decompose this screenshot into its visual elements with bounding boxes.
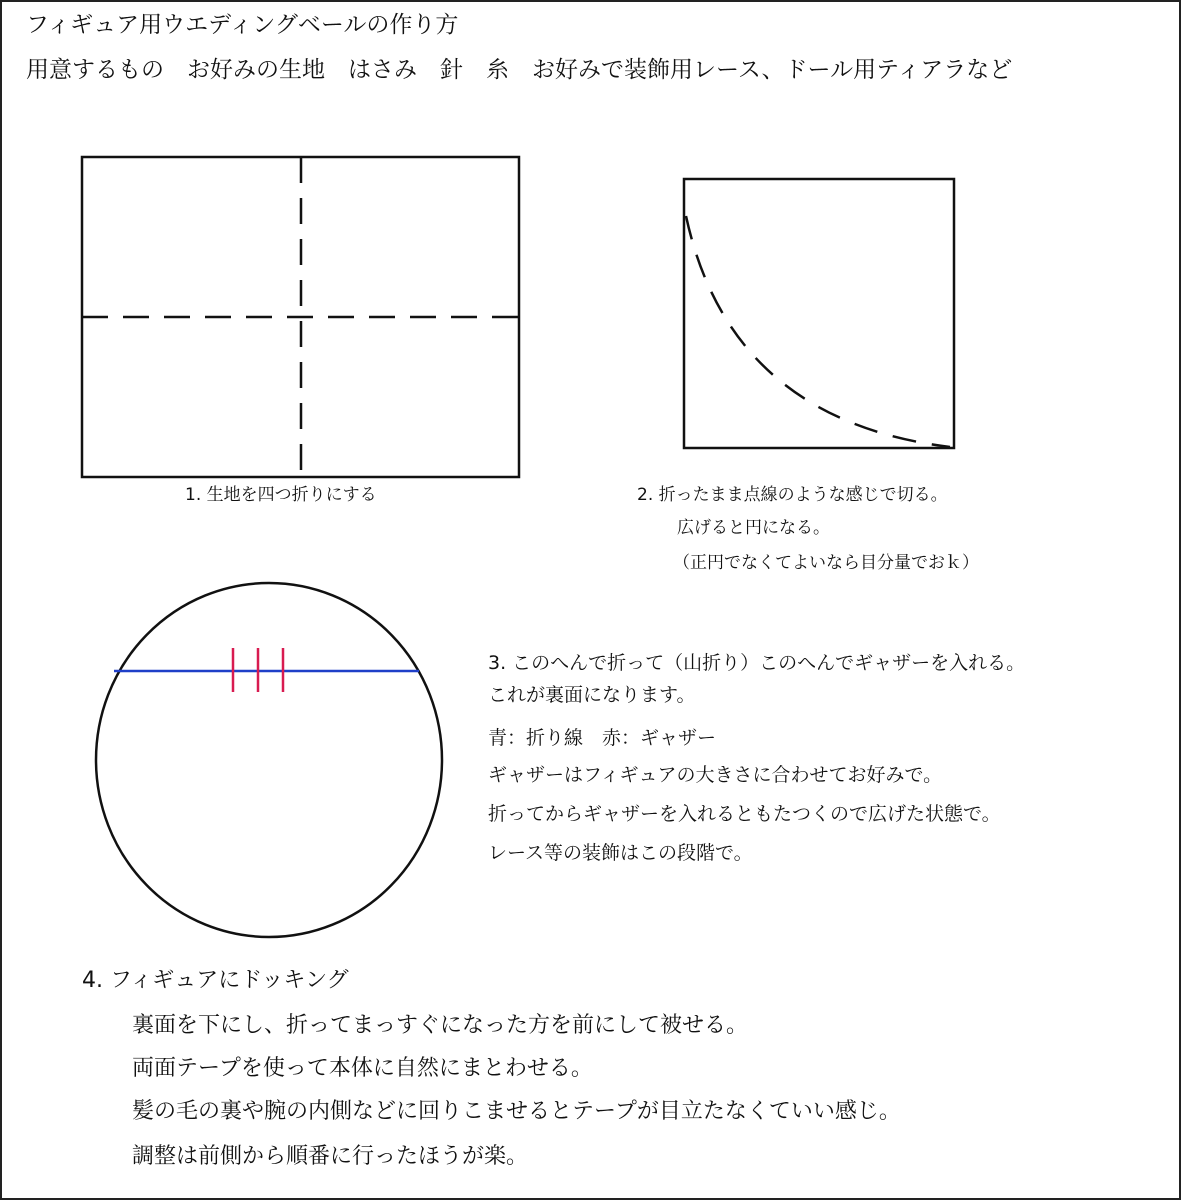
step3-legend: 青：折り線 赤：ギャザー	[488, 727, 717, 749]
step3-line: 3. このへんで折って（山折り）このへんでギャザーを入れる。	[488, 652, 1026, 674]
cut-arc	[686, 216, 950, 447]
step3-line: ギャザーはフィギュアの大きさに合わせてお好みで。	[488, 764, 943, 786]
step4-line: 髪の毛の裏や腕の内側などに回りこませるとテープが目立たなくていい感じ。	[132, 1099, 901, 1124]
materials-list: 用意するもの お好みの生地 はさみ 針 糸 お好みで装飾用レース、ドール用ティアラなど	[26, 57, 1013, 83]
page-title: フィギュア用ウエディングベールの作り方	[26, 12, 459, 38]
step3-line: これが裏面になります。	[488, 684, 696, 706]
step4-line: 裏面を下にし、折ってまっすぐになった方を前にして被せる。	[132, 1013, 749, 1038]
step2-line: 広げると円になる。	[677, 518, 830, 538]
fabric-circle	[96, 583, 442, 937]
step1-caption: 1. 生地を四つ折りにする	[185, 485, 377, 505]
step4-line: 両面テープを使って本体に自然にまとわせる。	[132, 1056, 593, 1081]
step2-diagram	[684, 179, 954, 448]
step3-line: 折ってからギャザーを入れるともたつくので広げた状態で。	[488, 803, 1001, 825]
step2-line: （正円でなくてよいなら目分量でおｋ）	[673, 553, 979, 573]
step4-heading: 4. フィギュアにドッキング	[82, 968, 349, 993]
step2-line: 2. 折ったまま点線のような感じで切る。	[637, 485, 948, 505]
step3-diagram	[96, 583, 442, 937]
step1-diagram	[82, 157, 519, 477]
step3-line: レース等の装飾はこの段階で。	[488, 842, 753, 864]
step4-line: 調整は前側から順番に行ったほうが楽。	[132, 1144, 529, 1169]
